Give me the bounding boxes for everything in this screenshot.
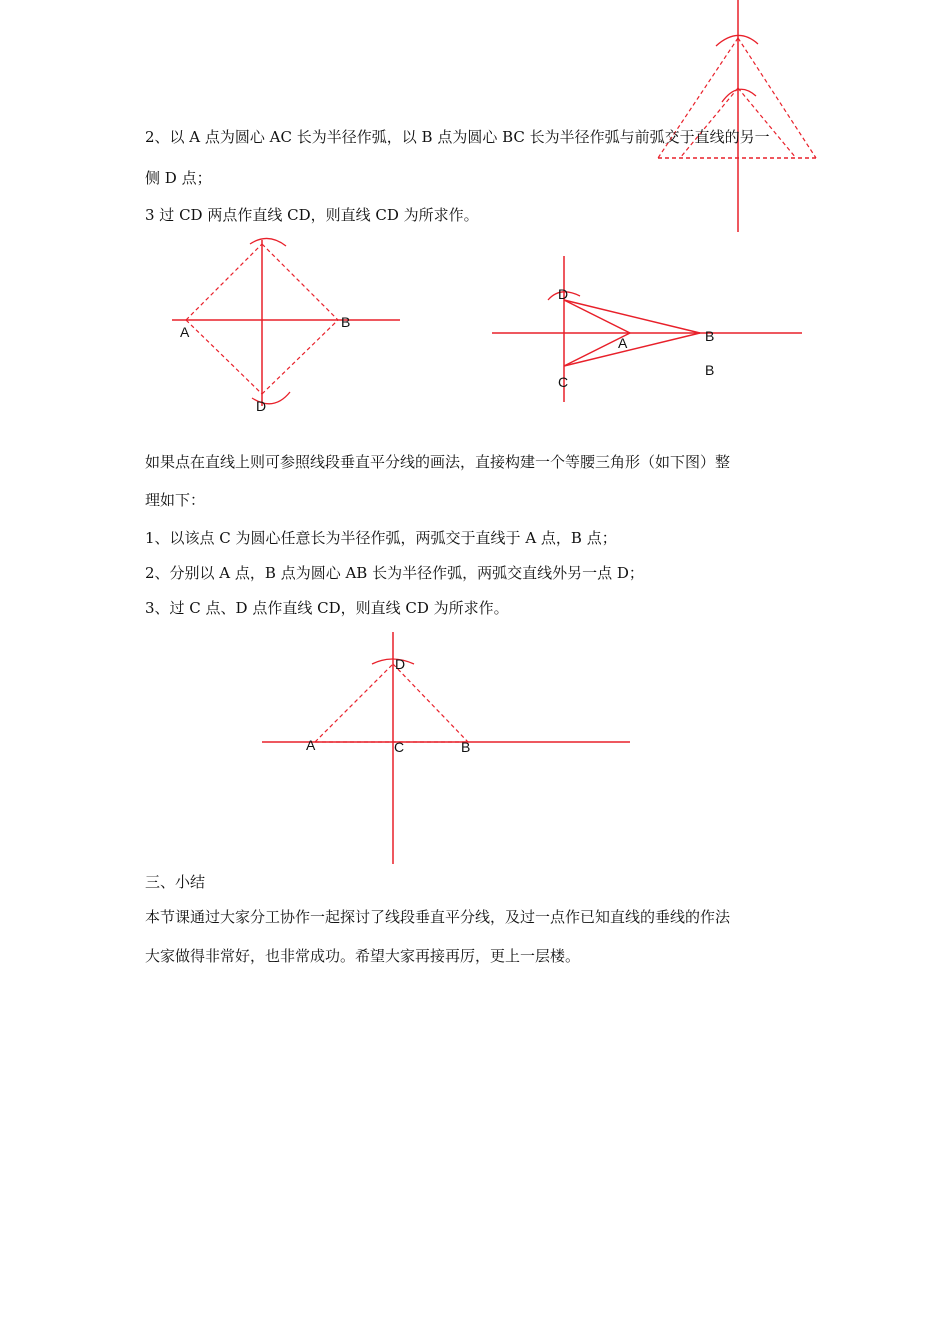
fig2-label-b: B (705, 328, 715, 344)
summary-line-2: 大家做得非常好，也非常成功。希望大家再接再厉，更上一层楼。 (145, 947, 581, 965)
fig3-label-a: A (306, 737, 316, 753)
intro-text: 如果点在直线上则可参照线段垂直平分线的画法，直接构建一个等腰三角形（如下图）整 (145, 453, 731, 471)
substep-2: 2、分别以 A 点，B 点为圆心 AB 长为半径作弧，两弧交直线外另一点 D； (145, 564, 644, 582)
fig3-label-b: B (461, 739, 471, 755)
summary-line-1: 本节课通过大家分工协作一起探讨了线段垂直平分线，及过一点作已知直线的垂线的作法 (145, 908, 731, 926)
step-2-continued: 侧 D 点； (145, 169, 212, 187)
fig3-label-c: C (394, 739, 405, 755)
fig2-label-b-extra: B (705, 362, 715, 378)
fig2-label-d: D (558, 286, 569, 302)
fig1-label-d: D (256, 398, 267, 414)
step-2-text: 2、以 A 点为圆心 AC 长为半径作弧，以 B 点为圆心 BC 长为半径作弧与前弧交于直线的另一 (145, 128, 770, 146)
fig2-label-a: A (618, 335, 628, 351)
intro-text-continued: 理如下： (145, 491, 206, 509)
summary-heading: 三、小结 (145, 873, 206, 891)
step-3-text: 3 过 CD 两点作直线 CD，则直线 CD 为所求作。 (145, 206, 479, 224)
fig3-label-d: D (395, 656, 406, 672)
fig1-label-a: A (180, 324, 190, 340)
substep-3: 3、过 C 点、D 点作直线 CD，则直线 CD 为所求作。 (145, 599, 509, 617)
fig1-label-b: B (341, 314, 351, 330)
substep-1: 1、以该点 C 为圆心任意长为半径作弧，两弧交于直线于 A 点，B 点； (145, 529, 617, 547)
fig2-label-c: C (558, 374, 569, 390)
